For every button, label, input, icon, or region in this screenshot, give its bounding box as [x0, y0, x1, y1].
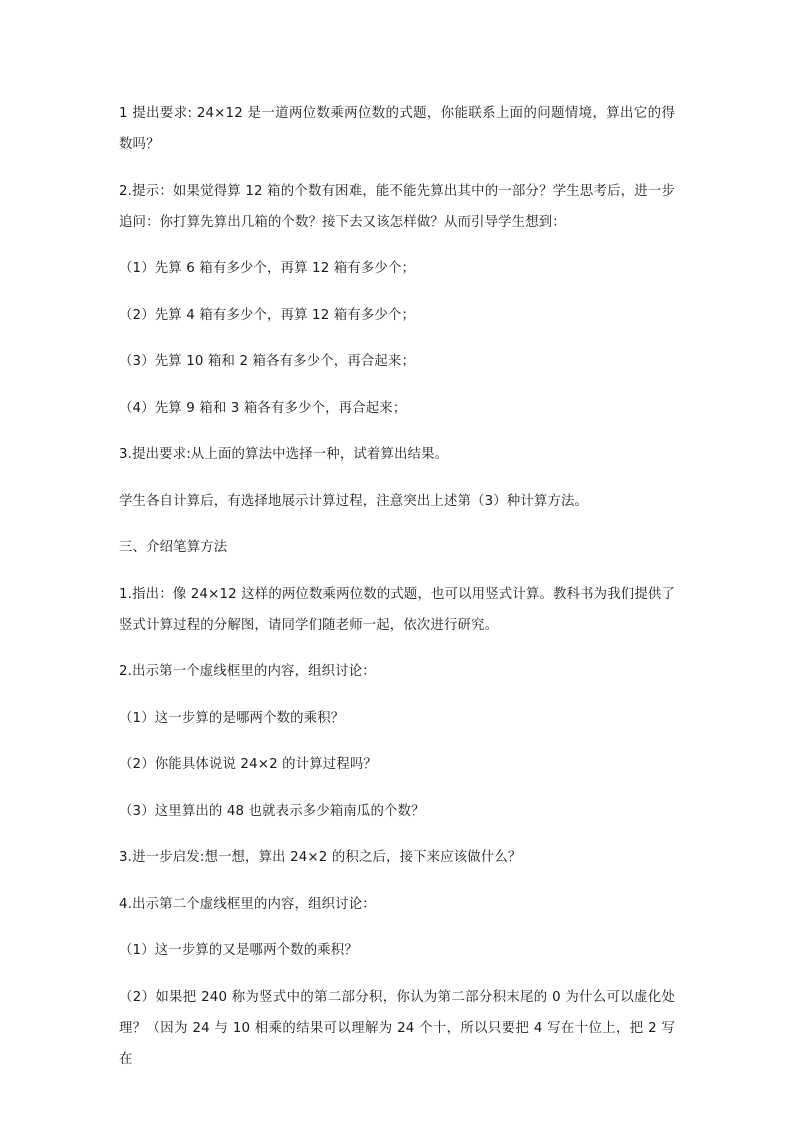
- paragraph-point-out-1: 1.指出：像 24×12 这样的两位数乘两位数的式题，也可以用竖式计算。教科书为我们提供了竖式计算过程的分解图，请同学们随老师一起，依次进行研究。: [119, 586, 675, 633]
- list-item-method-2: （2）先算 4 箱有多少个，再算 12 箱有多少个；: [119, 307, 416, 323]
- list-item-discussion-second-2: （2）如果把 240 称为竖式中的第二部分积，你认为第二部分积末尾的 0 为什么可以虚化处理？（因为 24 与 10 相乘的结果可以理解为 24 个十，所以只要把 4 写在十位上，把 2 写在: [119, 989, 675, 1067]
- document-body: [119, 98, 675, 1090]
- paragraph-further-inspire: 3.进一步启发:想一想，算出 24×2 的积之后，接下来应该做什么？: [119, 850, 522, 865]
- paragraph-requirement-1: 1 提出要求: 24×12 是一道两位数乘两位数的式题，你能联系上面的问题情境，算出它的得数吗？: [119, 106, 675, 152]
- list-item-method-4: （4）先算 9 箱和 3 箱各有多少个，再合起来；: [119, 400, 407, 416]
- list-item-method-1: （1）先算 6 箱有多少个，再算 12 箱有多少个；: [119, 261, 416, 276]
- paragraph-show-first-box: 2.出示第一个虚线框里的内容，组织讨论：: [119, 664, 376, 679]
- paragraph-requirement-3: 3.提出要求:从上面的算法中选择一种，试着算出结果。: [119, 447, 449, 462]
- list-item-discussion-3: （3）这里算出的 48 也就表示多少箱南瓜的个数？: [119, 803, 425, 819]
- paragraph-hint-2: 2.提示：如果觉得算 12 箱的个数有困难，能不能先算出其中的一部分？学生思考后，进一步追问：你打算先算出几箱的个数？接下去又该怎样做？从而引导学生想到：: [119, 183, 675, 230]
- list-item-discussion-2: （2）你能具体说说 24×2 的计算过程吗？: [119, 757, 377, 772]
- paragraph-show-second-box: 4.出示第二个虚线框里的内容，组织讨论：: [119, 896, 376, 912]
- section-heading-written-method: 三、介绍笔算方法: [119, 540, 228, 555]
- list-item-discussion-second-1: （1）这一步算的又是哪两个数的乘积？: [119, 943, 358, 958]
- list-item-method-3: （3）先算 10 箱和 2 箱各有多少个，再合起来；: [119, 354, 416, 369]
- list-item-discussion-1: （1）这一步算的是哪两个数的乘积？: [119, 710, 345, 726]
- paragraph-student-calc: 学生各自计算后，有选择地展示计算过程，注意突出上述第（3）种计算方法。: [119, 493, 589, 509]
